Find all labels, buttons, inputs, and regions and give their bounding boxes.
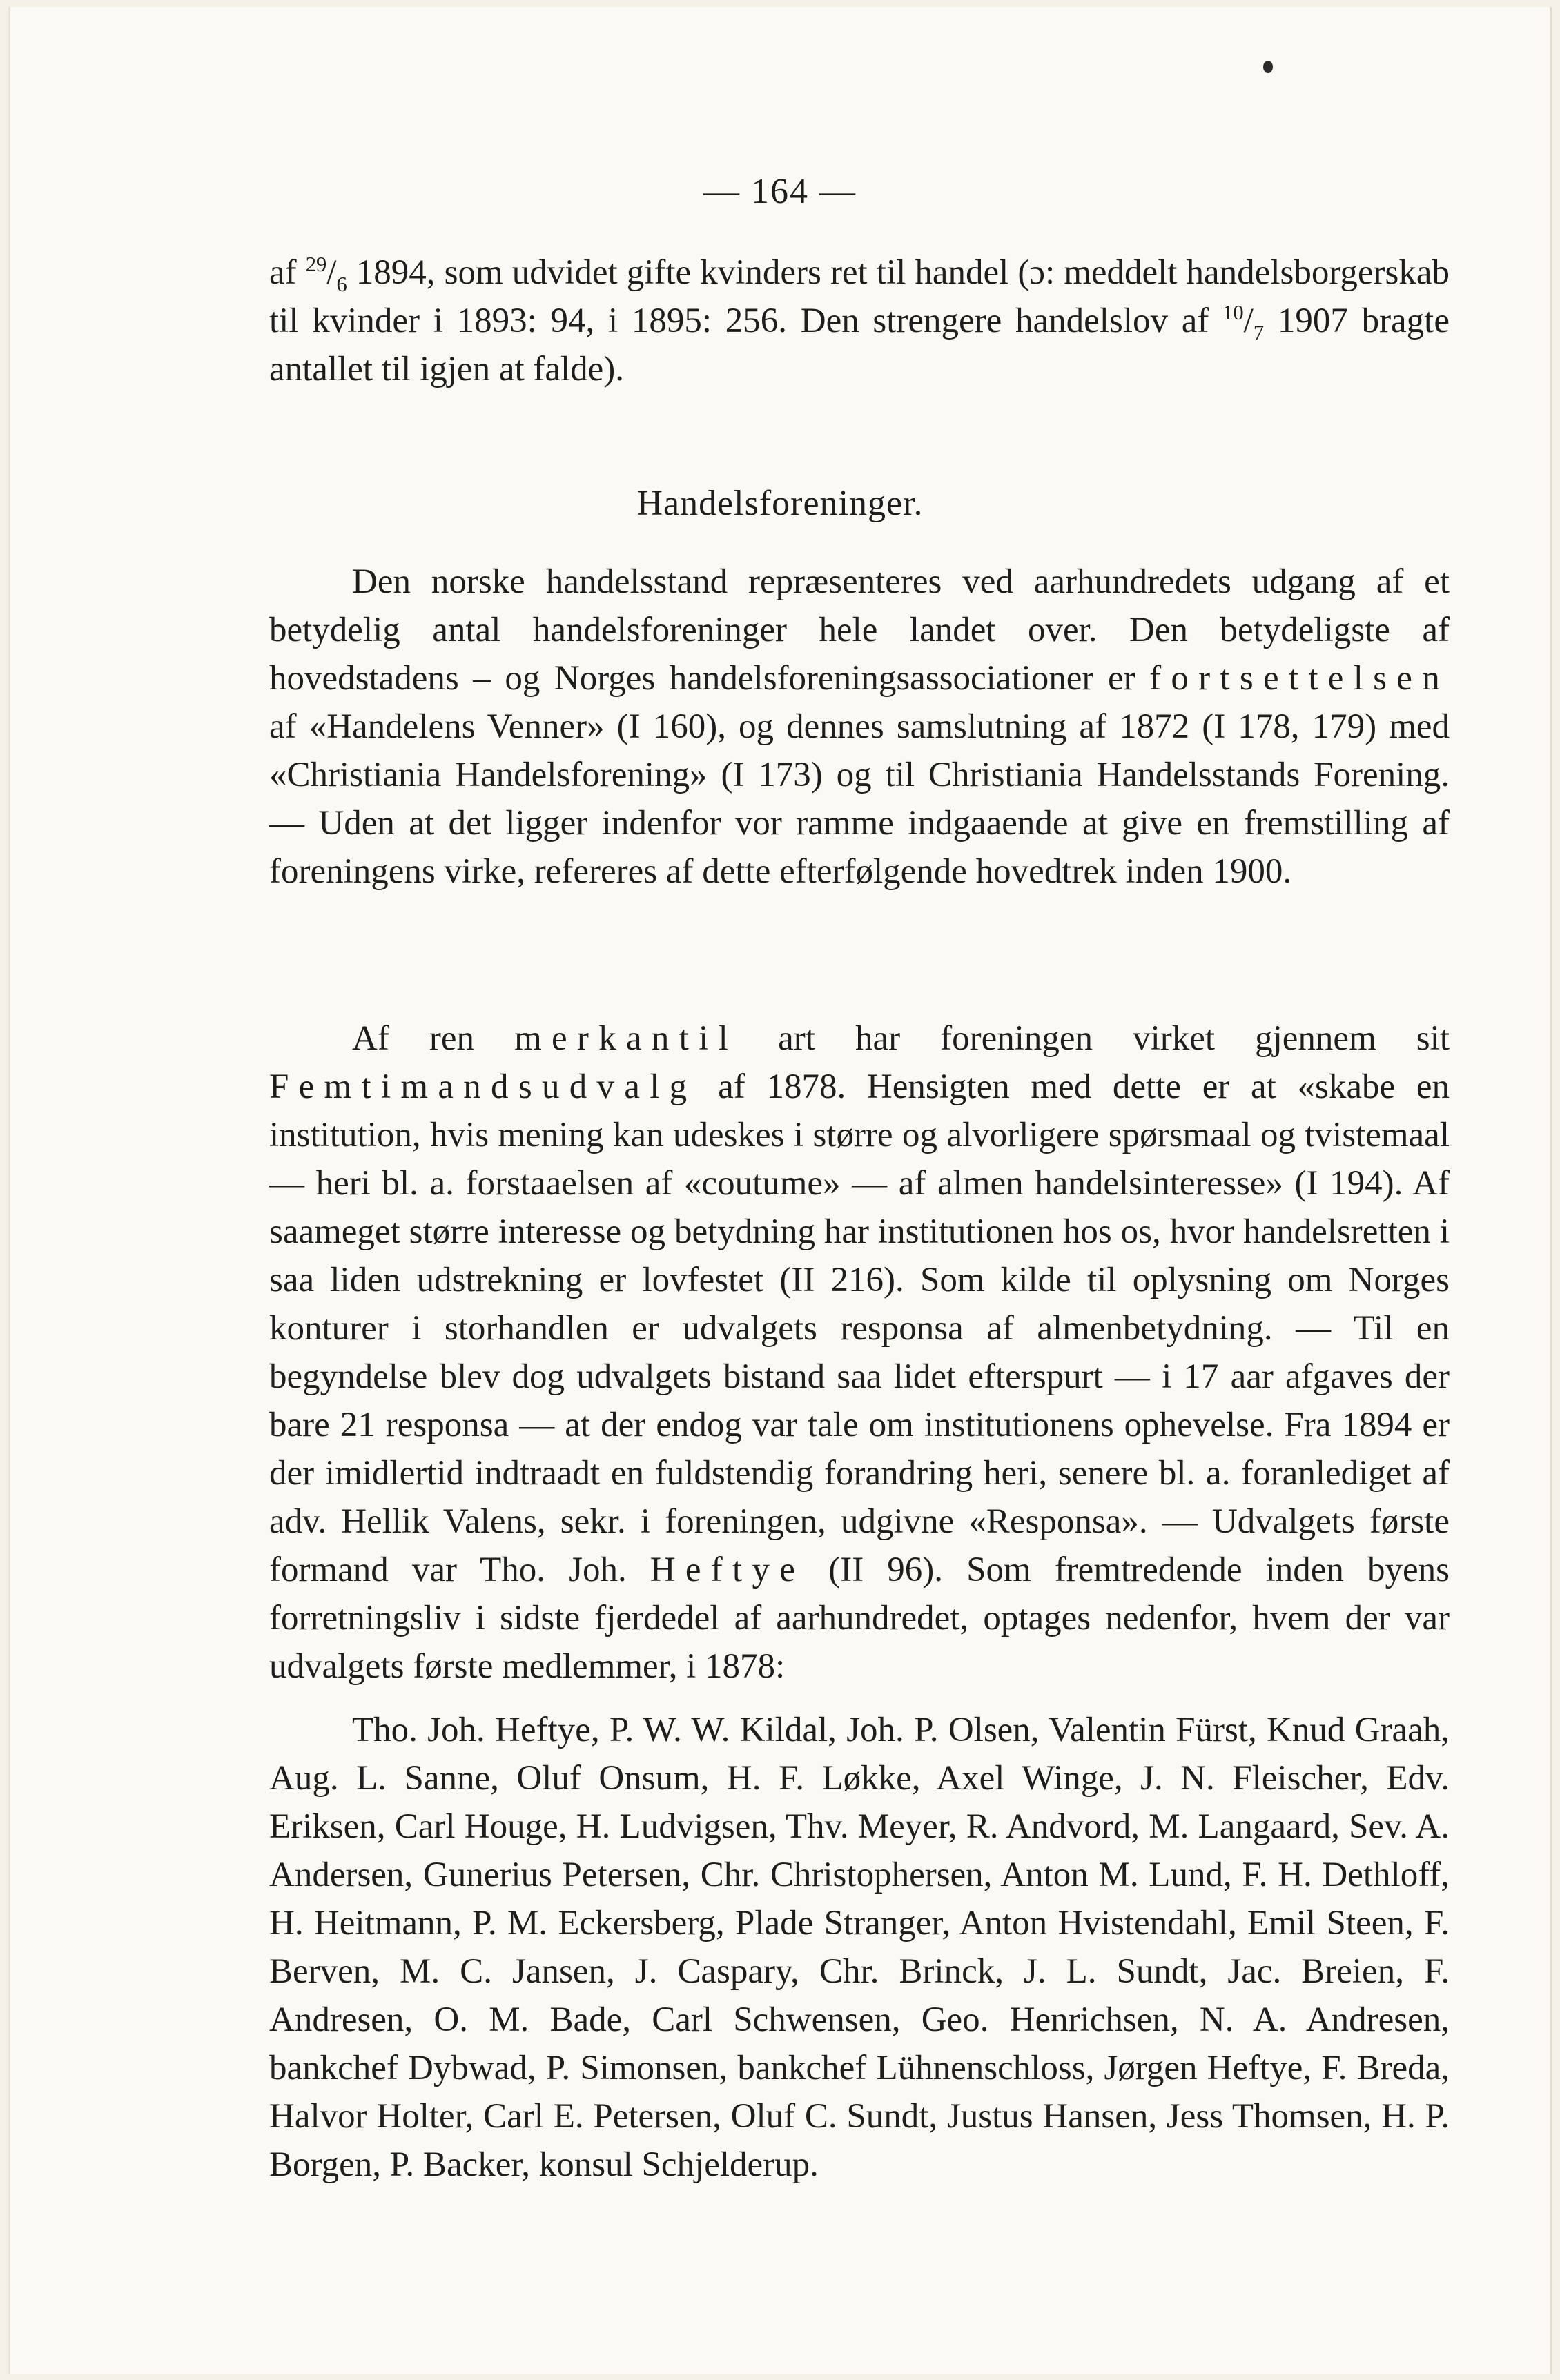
emphasized-term: fortsettelsen (1149, 659, 1450, 698)
paragraph-text: af «Handelens Venner» (I 160), og dennes samslutning af 1872 (I 178, 179) med «Christiania Handelsforening» (I 173) og til Christiania Handelsstands Forening. — Uden at det ligger indenfor vor ramme indgaaende at give en fremstilling af foreningens virke, refereres af dette efterfølgende hovedtrek inden 1900. (269, 707, 1450, 891)
section-heading: Handelsforeninger. (636, 484, 924, 523)
intro-text-3: 1907 bragte antallet til igjen at falde). (269, 302, 1450, 389)
paragraph-member-list (269, 1706, 1450, 2189)
paragraph-text: (II 96). Som fremtredende inden byens forretningsliv i sidste fjerdedel af aarhundredet, optages nedenfor, hvem der var udvalgets første medlemmer, i 1878: (269, 1551, 1450, 1686)
intro-text-2: 1894, som udvidet gifte kvinders ret til handel (ɔ: meddelt handelsborgerskab til kvinder i 1893: 94, i 1895: 256. Den strengere handelslov af (269, 253, 1450, 340)
page-number: — 164 — (703, 172, 857, 211)
paragraph-femtimandsudvalg (269, 1014, 1450, 1691)
intro-paragraph: af $^{29}/_6$ 1894, som udvidet gifte kvinders ret til handel (ɔ: meddelt handelsborgerskab til kvinder i 1893: 94, i 1895: 256. Den strengere handelslov af $^{10}/_7$ 1907 bragte antallet til igjen at falde). (269, 253, 1450, 389)
fraction-numerator: 29 (305, 253, 327, 276)
fraction-numerator: 10 (1222, 301, 1244, 324)
emphasized-term: Heftye (650, 1551, 806, 1589)
fraction-denominator: 6 (336, 273, 347, 297)
emphasized-term: Femtimandsudvalg (269, 1068, 697, 1106)
paragraph-handelsstand (269, 558, 1450, 896)
fraction-denominator: 7 (1253, 321, 1265, 345)
paragraph-text: Af ren (352, 1019, 515, 1058)
emphasized-term: merkantil (514, 1019, 739, 1058)
paragraph-text: Den norske handelsstand repræsenteres ved aarhundredets udgang af et betydelig antal handelsforeninger hele landet over. Den betydeligste af hovedstadens – og Norges handelsforeningsassociationer er (269, 562, 1450, 698)
paragraph-text: af 1878. Hensigten med dette er at «skabe en institution, hvis mening kan udeskes i større og alvorligere spørsmaal og tvistemaal — heri bl. a. forstaaelsen af «coutume» — af almen handelsinteresse» (I 194). Af saameget større interesse og betydning har institutionen hos os, hvor handelsretten i saa liden udstrekning er lovfestet (II 216). Som kilde til oplysning om Norges konturer i storhandlen er udvalgets responsa af almenbetydning. — Til en begyndelse blev dog udvalgets bistand saa lidet efterspurt — i 17 aar afgaves der bare 21 responsa — at der endog var tale om institutionens ophevelse. Fra 1894 er der imidlertid indtraadt en fuldstendig forandring heri, senere bl. a. foranlediget af adv. Hellik Valens, sekr. i foreningen, udgivne «Responsa». — Udvalgets første formand var Tho. Joh. (269, 1068, 1450, 1589)
member-list-text: Tho. Joh. Heftye, P. W. W. Kildal, Joh. P. Olsen, Valentin Fürst, Knud Graah, Aug. L. Sanne, Oluf Onsum, H. F. Løkke, Axel Winge, J. N. Fleischer, Edv. Eriksen, Carl Houge, H. Ludvigsen, Thv. Meyer, R. Andvord, M. Langaard, Sev. A. Andersen, Gunerius Petersen, Chr. Christophersen, Anton M. Lund, F. H. Dethloff, H. Heitmann, P. M. Eckersberg, Plade Stranger, Anton Hvistendahl, Emil Steen, F. Berven, M. C. Jansen, J. Caspary, Chr. Brinck, J. L. Sundt, Jac. Breien, F. Andresen, O. M. Bade, Carl Schwensen, Geo. Henrichsen, N. A. Andresen, bankchef Dybwad, P. Simonsen, bankchef Lühnenschloss, Jørgen Heftye, F. Breda, Halvor Holter, Carl E. Petersen, Oluf C. Sundt, Justus Hansen, Jess Thomsen, H. P. Borgen, P. Backer, konsul Schjelderup. (269, 1711, 1450, 2184)
intro-text-1: af (269, 253, 306, 292)
ink-spot (1263, 61, 1273, 73)
paragraph-text: art har foreningen virket gjennem sit (738, 1019, 1450, 1058)
